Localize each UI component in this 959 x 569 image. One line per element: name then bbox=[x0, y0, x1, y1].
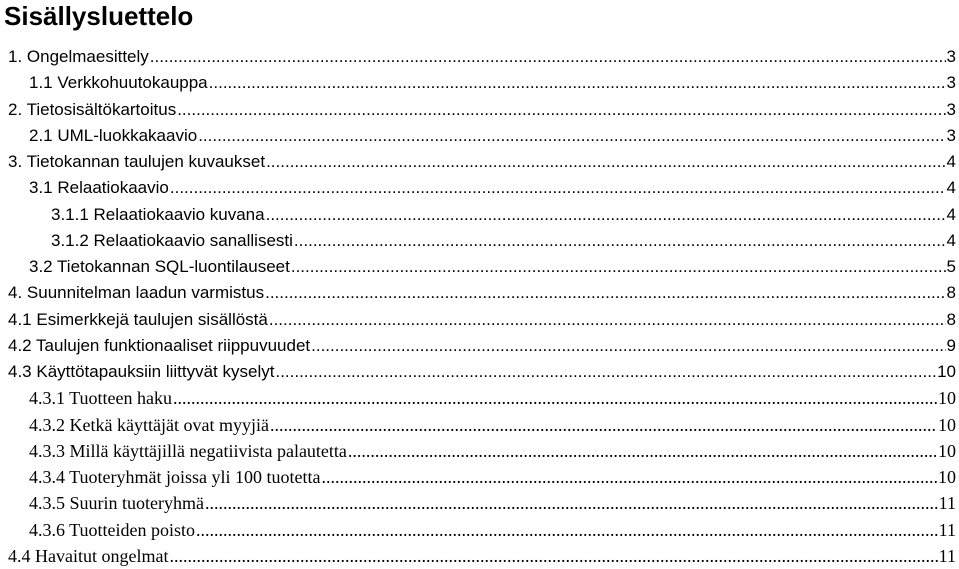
toc-entry[interactable] bbox=[0, 307, 959, 333]
toc-entry[interactable] bbox=[0, 412, 959, 438]
dot-leader bbox=[173, 385, 937, 411]
toc-entry-label: 3.1.1 Relaatiokaavio kuvana bbox=[51, 204, 265, 224]
toc-entry-label: 1.1 Verkkohuutokauppa bbox=[29, 73, 208, 93]
toc-entry-page: 10 bbox=[938, 467, 956, 487]
dot-leader bbox=[170, 175, 946, 201]
dot-leader bbox=[198, 123, 945, 149]
toc-entry-page: 4 bbox=[946, 152, 956, 171]
toc-entry-page: 3 bbox=[946, 47, 956, 66]
dot-leader bbox=[177, 97, 945, 123]
toc-entry-label: 4.3.1 Tuotteen haku bbox=[29, 388, 173, 409]
toc-entry-label: 4.4 Havaitut ongelmat bbox=[8, 545, 169, 566]
toc-entry[interactable] bbox=[0, 175, 959, 201]
toc-entry[interactable] bbox=[0, 44, 959, 70]
toc-entry-page: 10 bbox=[938, 440, 956, 461]
toc-entry-label: 4.3.6 Tuotteiden poisto bbox=[29, 519, 196, 540]
dot-leader bbox=[269, 307, 946, 333]
toc-entry-label: 4.3.4 Tuoteryhmät joissa yli 100 tuotetta bbox=[29, 467, 321, 487]
toc-entry-page: 4 bbox=[946, 204, 956, 224]
toc-entry-label: 3.1 Relaatiokaavio bbox=[29, 178, 169, 198]
dot-leader bbox=[311, 333, 945, 359]
toc-entry-label: 4.2 Taulujen funktionaaliset riippuvuudet bbox=[8, 335, 311, 355]
dot-leader bbox=[150, 44, 946, 70]
dot-leader bbox=[265, 280, 945, 306]
toc-entry[interactable] bbox=[0, 280, 959, 306]
toc-entry[interactable] bbox=[0, 517, 959, 543]
toc-entry-label: 4.1 Esimerkkejä taulujen sisällöstä bbox=[8, 309, 268, 329]
toc-entry-page: 10 bbox=[938, 388, 956, 409]
toc-entry-label: 2. Tietosisältökartoitus bbox=[8, 99, 177, 119]
toc-entry[interactable] bbox=[0, 490, 959, 516]
toc-entry[interactable] bbox=[0, 70, 959, 96]
toc-entry-list bbox=[0, 44, 959, 569]
toc-entry[interactable] bbox=[0, 543, 959, 569]
toc-entry-page: 3 bbox=[946, 99, 956, 119]
toc-entry-page: 4 bbox=[946, 178, 956, 198]
dot-leader bbox=[291, 254, 946, 280]
dot-leader bbox=[348, 438, 937, 464]
toc-entry-page: 4 bbox=[946, 230, 956, 250]
toc-entry-label: 4. Suunnitelman laadun varmistus bbox=[8, 283, 265, 303]
dot-leader bbox=[205, 490, 938, 516]
toc-entry-page: 11 bbox=[938, 519, 956, 540]
toc-entry-label: 4.3.2 Ketkä käyttäjät ovat myyjiä bbox=[29, 414, 269, 435]
toc-entry[interactable] bbox=[0, 385, 959, 411]
toc-entry-page: 10 bbox=[938, 414, 956, 435]
toc-entry-label: 4.3.5 Suurin tuoteryhmä bbox=[29, 493, 204, 514]
dot-leader bbox=[294, 228, 946, 254]
toc-entry-page: 5 bbox=[946, 257, 956, 276]
toc-entry[interactable] bbox=[0, 464, 959, 490]
page-title: Sisällysluettelo bbox=[4, 1, 194, 31]
toc-entry[interactable] bbox=[0, 123, 959, 149]
toc-entry-page: 9 bbox=[946, 335, 956, 355]
dot-leader bbox=[270, 412, 937, 438]
toc-entry-label: 3.1.2 Relaatiokaavio sanallisesti bbox=[51, 230, 293, 250]
toc-entry-label: 4.3 Käyttötapauksiin liittyvät kyselyt bbox=[8, 362, 275, 381]
dot-leader bbox=[275, 359, 936, 385]
toc-entry-label: 3.2 Tietokannan SQL-luontilauseet bbox=[29, 257, 290, 276]
toc-entry-page: 10 bbox=[937, 362, 956, 381]
toc-entry[interactable] bbox=[0, 333, 959, 359]
dot-leader bbox=[169, 543, 937, 569]
toc-entry-label: 2.1 UML-luokkakaavio bbox=[29, 125, 198, 145]
toc-entry[interactable] bbox=[0, 97, 959, 123]
dot-leader bbox=[266, 202, 946, 228]
toc-entry[interactable] bbox=[0, 438, 959, 464]
toc-entry[interactable] bbox=[0, 254, 959, 280]
dot-leader bbox=[266, 149, 945, 175]
toc-entry-label: 3. Tietokannan taulujen kuvaukset bbox=[8, 152, 266, 171]
toc-entry[interactable] bbox=[0, 202, 959, 228]
toc-entry-page: 3 bbox=[946, 125, 956, 145]
toc-entry-page: 8 bbox=[946, 309, 956, 329]
toc-entry-page: 11 bbox=[938, 545, 956, 566]
toc-entry[interactable] bbox=[0, 359, 959, 385]
toc-entry-label: 1. Ongelmaesittely bbox=[8, 47, 149, 66]
toc-entry-page: 3 bbox=[946, 73, 956, 93]
toc-entry[interactable] bbox=[0, 228, 959, 254]
toc-entry-label: 4.3.3 Millä käyttäjillä negatiivista palautetta bbox=[29, 440, 347, 461]
dot-leader bbox=[196, 517, 938, 543]
toc-entry[interactable] bbox=[0, 149, 959, 175]
dot-leader bbox=[322, 464, 938, 490]
toc-entry-page: 11 bbox=[938, 493, 956, 514]
dot-leader bbox=[209, 70, 946, 96]
toc-entry-page: 8 bbox=[946, 283, 956, 303]
